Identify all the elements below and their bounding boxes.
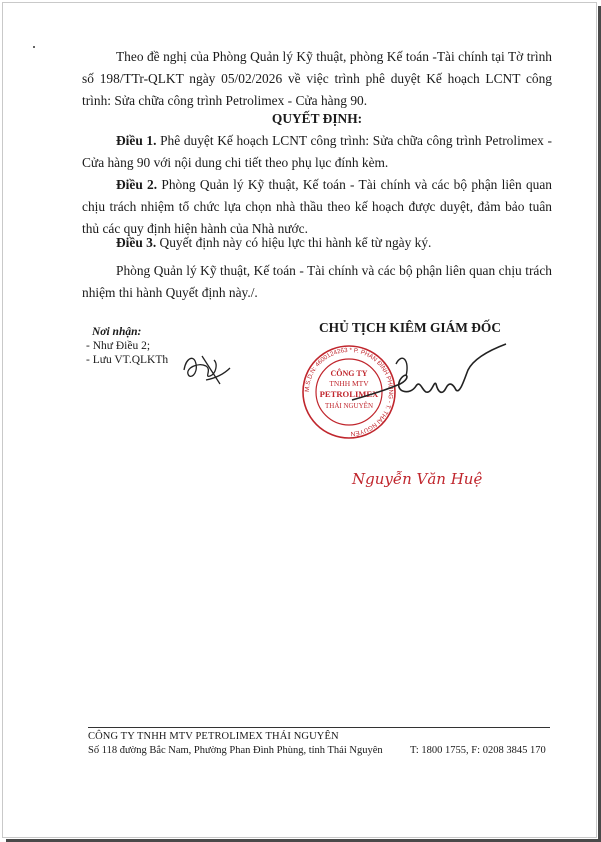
stamp-line-3: PETROLIMEX xyxy=(319,389,379,399)
director-signature xyxy=(350,340,520,420)
stamp-line-2: TNHH MTV xyxy=(329,379,369,388)
recipient-line-1: - Như Điều 2; xyxy=(86,340,151,352)
footer-company: CÔNG TY TNHH MTV PETROLIMEX THÁI NGUYÊN xyxy=(88,731,339,742)
article-2-label: Điều 2. xyxy=(116,177,158,192)
signature-title: CHỦ TỊCH KIÊM GIÁM ĐỐC xyxy=(318,320,502,335)
article-2 xyxy=(82,174,552,240)
article-1-label: Điều 1. xyxy=(116,133,157,148)
speck xyxy=(33,46,35,48)
proposal-paragraph xyxy=(82,46,552,112)
signer-name: Nguyễn Văn Huệ xyxy=(352,470,483,488)
proposal-text: Theo đề nghị của Phòng Quản lý Kỹ thuật, phòng Kế toán -Tài chính tại Tờ trình số 198/TTr-QLKT ngày 05/02/2026 về việc trình phê duyệt Kế hoạch LCNT công trình: Sửa chữa công trình Petrolimex - Cửa hàng 90. xyxy=(82,49,552,108)
article-2-text: Phòng Quản lý Kỹ thuật, Kế toán - Tài chính và các bộ phận liên quan chịu trách nhiệm tổ chức lựa chọn nhà thầu theo kế hoạch được duyệt, đảm bảo tuân thủ các quy định hiện hành của Nhà nước. xyxy=(82,177,552,236)
article-1-text: Phê duyệt Kế hoạch LCNT công trình: Sửa chữa công trình Petrolimex - Cửa hàng 90 với nội dung chi tiết theo phụ lục đính kèm. xyxy=(82,133,552,170)
closing-text: Phòng Quản lý Kỹ thuật, Kế toán - Tài chính và các bộ phận liên quan chịu trách nhiệm thi hành Quyết định này./. xyxy=(82,263,552,300)
stamp-line-4: THÁI NGUYÊN xyxy=(324,402,374,410)
footer-phone: T: 1800 1755, F: 0208 3845 170 xyxy=(410,745,546,756)
decision-heading: QUYẾT ĐỊNH: xyxy=(271,111,363,126)
article-3 xyxy=(82,232,552,254)
stamp-ring-text: M.S.D.N: 4600124263 * P. PHAN ĐÌNH PHÙNG - T. THÁI NGUYÊN xyxy=(303,346,395,438)
article-1 xyxy=(82,130,552,174)
initials-signature xyxy=(176,344,236,388)
stamp-line-1: CÔNG TY xyxy=(330,369,368,378)
recipients-title: Nơi nhận: xyxy=(92,326,142,338)
article-3-text: Quyết định này có hiệu lực thi hành kể từ ngày ký. xyxy=(159,235,432,250)
footer-rule xyxy=(88,727,550,728)
closing-paragraph xyxy=(82,260,552,304)
recipient-line-2: - Lưu VT.QLKTh xyxy=(86,354,169,366)
article-3-label: Điều 3. xyxy=(116,235,157,250)
footer-address: Số 118 đường Bắc Nam, Phường Phan Đình Phùng, tỉnh Thái Nguyên xyxy=(88,745,383,756)
